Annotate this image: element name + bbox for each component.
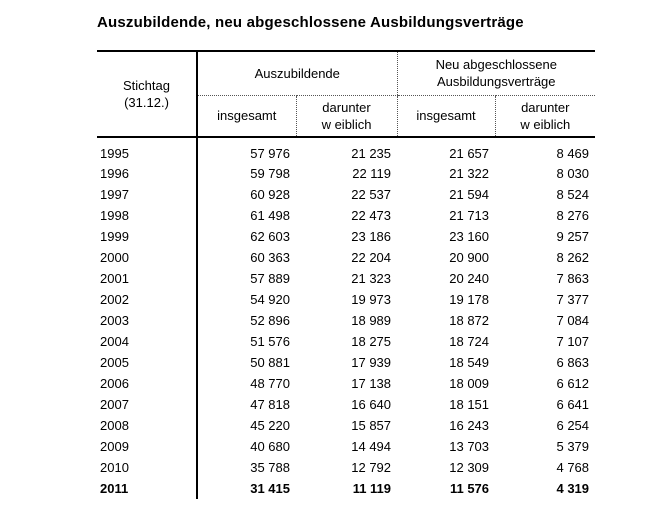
table-row — [97, 289, 595, 310]
table-row — [97, 373, 595, 394]
neu-total-cell: 20 900 — [449, 250, 490, 265]
neu-female-cell: 5 379 — [556, 439, 590, 454]
azubi-total-cell: 47 818 — [250, 397, 290, 412]
azubi-female-cell: 19 973 — [351, 292, 392, 307]
year-cell: 2004 — [97, 331, 197, 352]
neu-female-cell: 8 262 — [556, 250, 590, 265]
neu-total-cell: 19 178 — [449, 292, 490, 307]
table-row — [97, 415, 595, 436]
header-stichtag — [97, 51, 197, 137]
page-title: Auszubildende, neu abgeschlossene Ausbildungsverträge — [97, 14, 524, 31]
azubi-female-cell: 17 138 — [351, 376, 392, 391]
table-row — [97, 184, 595, 205]
azubi-total-cell: 50 881 — [250, 355, 290, 370]
azubi-total-cell: 48 770 — [250, 376, 290, 391]
azubi-female-cell: 22 537 — [351, 187, 392, 202]
neu-total-cell: 11 576 — [449, 481, 490, 496]
year-cell: 2007 — [97, 394, 197, 415]
neu-female-cell: 8 276 — [556, 208, 590, 223]
neu-female-cell: 7 084 — [556, 313, 590, 328]
neu-female-cell: 6 641 — [556, 397, 590, 412]
year-cell: 2010 — [97, 457, 197, 478]
table-row — [97, 436, 595, 457]
neu-female-cell: 9 257 — [556, 229, 590, 244]
azubi-total-cell: 57 976 — [250, 145, 290, 161]
neu-total-cell: 20 240 — [449, 271, 490, 286]
year-cell: 2009 — [97, 436, 197, 457]
table-row — [97, 163, 595, 184]
neu-female-cell: 4 319 — [556, 481, 590, 496]
azubi-total-cell: 51 576 — [250, 334, 290, 349]
azubi-total-cell: 52 896 — [250, 313, 290, 328]
year-cell: 1995 — [97, 137, 197, 163]
neu-total-cell: 18 549 — [449, 355, 490, 370]
year-cell: 1999 — [97, 226, 197, 247]
azubi-female-cell: 17 939 — [351, 355, 392, 370]
azubi-female-cell: 23 186 — [351, 229, 392, 244]
year-cell: 2002 — [97, 289, 197, 310]
year-cell: 2011 — [97, 478, 197, 499]
azubi-female-cell: 18 275 — [351, 334, 392, 349]
table-row — [97, 247, 595, 268]
azubi-female-cell: 11 119 — [352, 481, 392, 496]
neu-female-cell: 7 377 — [556, 292, 590, 307]
azubi-female-cell: 16 640 — [351, 397, 392, 412]
neu-total-cell: 23 160 — [449, 229, 490, 244]
azubi-total-cell: 62 603 — [250, 229, 290, 244]
neu-female-cell: 7 863 — [556, 271, 590, 286]
neu-female-cell: 6 863 — [556, 355, 590, 370]
neu-total-cell: 21 713 — [449, 208, 490, 223]
year-cell: 1996 — [97, 163, 197, 184]
neu-total-cell: 13 703 — [449, 439, 490, 454]
azubi-female-cell: 21 235 — [351, 145, 392, 161]
header-stichtag-line2: (31.12.) — [124, 95, 169, 110]
azubi-total-cell: 61 498 — [250, 208, 290, 223]
year-cell: 1997 — [97, 184, 197, 205]
table-row — [97, 352, 595, 373]
neu-total-cell: 21 657 — [449, 145, 490, 161]
header-group-neuvertraege-line1: Neu abgeschlossene — [435, 57, 557, 73]
neu-female-cell: 8 469 — [556, 145, 590, 161]
azubi-total-cell: 54 920 — [250, 292, 290, 307]
header-group-auszubildende: Auszubildende — [197, 51, 397, 95]
year-cell: 1998 — [97, 205, 197, 226]
neu-total-cell: 16 243 — [449, 418, 490, 433]
apprentices-table — [97, 50, 595, 499]
neu-total-cell: 18 724 — [449, 334, 490, 349]
table-row — [97, 226, 595, 247]
neu-total-cell: 18 872 — [449, 313, 490, 328]
azubi-total-cell: 57 889 — [250, 271, 290, 286]
neu-total-cell: 18 151 — [449, 397, 490, 412]
neu-female-cell: 8 524 — [556, 187, 590, 202]
year-cell: 2001 — [97, 268, 197, 289]
neu-female-cell: 4 768 — [556, 460, 590, 475]
table-row — [97, 268, 595, 289]
table-header — [97, 51, 595, 137]
year-cell: 2008 — [97, 415, 197, 436]
azubi-female-cell: 12 792 — [351, 460, 392, 475]
azubi-female-cell: 22 204 — [351, 250, 392, 265]
year-cell: 2003 — [97, 310, 197, 331]
neu-total-cell: 18 009 — [449, 376, 490, 391]
neu-female-cell: 7 107 — [556, 334, 590, 349]
neu-female-cell: 6 254 — [556, 418, 590, 433]
header-sub-neu-weiblich: darunter w eiblich — [495, 95, 595, 137]
header-sub-azubi-insgesamt: insgesamt — [197, 95, 296, 137]
neu-total-cell: 12 309 — [449, 460, 490, 475]
azubi-female-cell: 15 857 — [351, 418, 392, 433]
table-row — [97, 137, 595, 163]
azubi-total-cell: 31 415 — [250, 481, 290, 496]
table-row — [97, 331, 595, 352]
azubi-total-cell: 59 798 — [250, 166, 290, 181]
year-cell: 2000 — [97, 247, 197, 268]
header-stichtag-line1: Stichtag — [123, 78, 170, 93]
table-row — [97, 394, 595, 415]
year-cell: 2006 — [97, 373, 197, 394]
table-row — [97, 457, 595, 478]
header-sub-azubi-weiblich: darunter w eiblich — [296, 95, 397, 137]
header-sub-neu-insgesamt: insgesamt — [397, 95, 495, 137]
azubi-female-cell: 14 494 — [351, 439, 392, 454]
neu-female-cell: 6 612 — [556, 376, 590, 391]
azubi-female-cell: 21 323 — [351, 271, 392, 286]
table-row — [97, 310, 595, 331]
azubi-total-cell: 35 788 — [250, 460, 290, 475]
header-group-neuvertraege-line2: Ausbildungsverträge — [437, 74, 556, 90]
table-body — [97, 137, 595, 499]
header-group-neuvertraege — [397, 51, 595, 95]
azubi-female-cell: 22 119 — [352, 166, 392, 181]
year-cell: 2005 — [97, 352, 197, 373]
neu-female-cell: 8 030 — [556, 166, 590, 181]
azubi-female-cell: 18 989 — [351, 313, 392, 328]
neu-total-cell: 21 322 — [449, 166, 490, 181]
azubi-total-cell: 60 928 — [250, 187, 290, 202]
neu-total-cell: 21 594 — [449, 187, 490, 202]
table-row — [97, 205, 595, 226]
table-row — [97, 478, 595, 499]
azubi-female-cell: 22 473 — [351, 208, 392, 223]
azubi-total-cell: 60 363 — [250, 250, 290, 265]
azubi-total-cell: 45 220 — [250, 418, 290, 433]
azubi-total-cell: 40 680 — [250, 439, 290, 454]
